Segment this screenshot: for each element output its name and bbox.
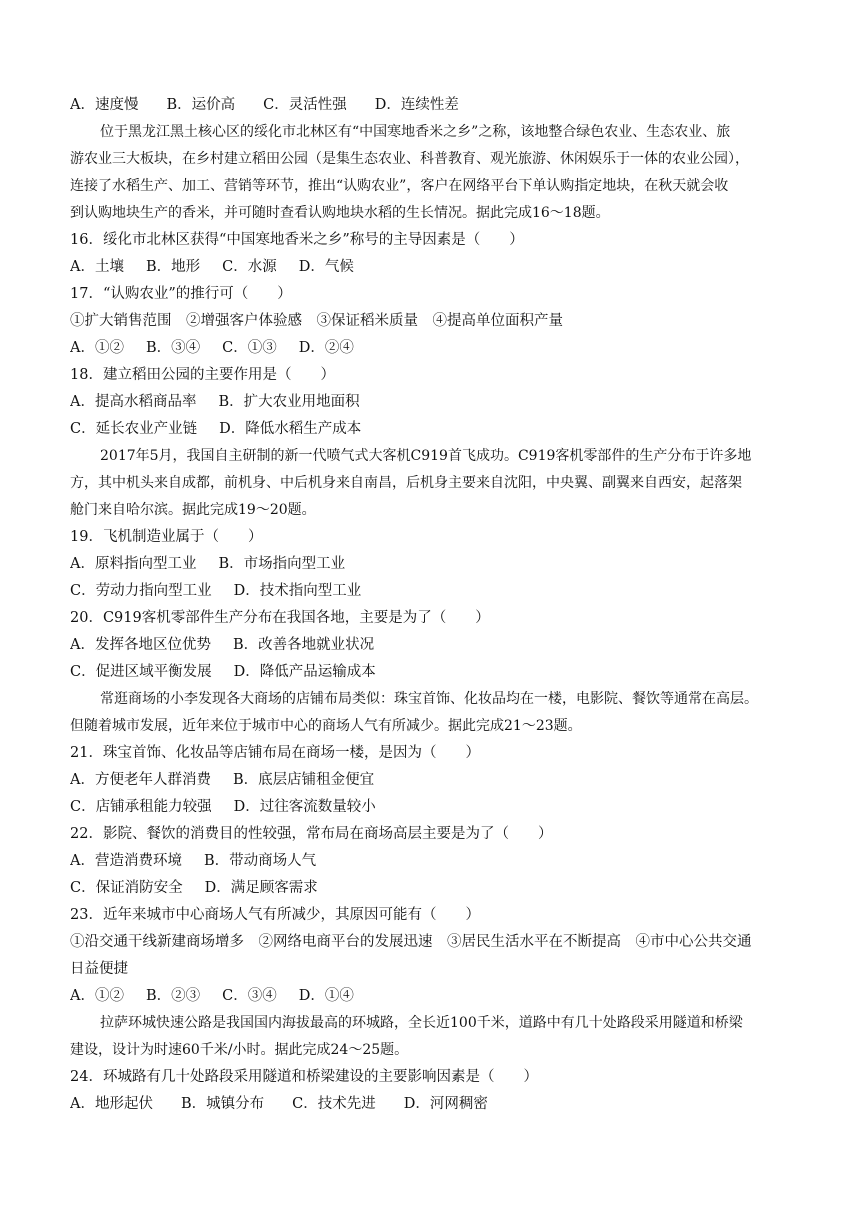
question-16: 16．绥化市北林区获得“中国寒地香米之乡”称号的主导因素是（ ） xyxy=(70,232,524,248)
option-c: C．技术先进 xyxy=(292,1096,376,1112)
question-17: 17．“认购农业”的推行可（ ） xyxy=(70,286,292,302)
q23-options xyxy=(70,983,794,1010)
q19-options-row-1 xyxy=(70,551,794,578)
option-a: A．原料指向型工业 xyxy=(70,556,197,572)
option-b: B．地形 xyxy=(145,259,201,275)
option-c: C．①③ xyxy=(222,340,277,356)
q22-options-row-1 xyxy=(70,848,794,875)
option-a: A．①② xyxy=(70,988,124,1004)
passage-1-line-2: 游农业三大板块，在乡村建立稻田公园（是集生态农业、科普教育、观光旅游、休闲娱乐于一体的农业公园）， xyxy=(70,151,749,167)
option-d: D．气候 xyxy=(298,259,354,275)
question-20: 20．C919客机零部件生产分布在我国各地，主要是为了（ ） xyxy=(70,610,490,626)
option-b: B．底层店铺租金便宜 xyxy=(232,772,375,788)
question-23: 23．近年来城市中心商场人气有所减少，其原因可能有（ ） xyxy=(70,907,480,923)
passage-1-line-4: 到认购地块生产的香米，并可随时查看认购地块水稻的生长情况。据此完成16～18题。 xyxy=(70,205,610,221)
option-b: B．扩大农业用地面积 xyxy=(218,394,360,410)
option-d: D．过往客流数量较小 xyxy=(233,799,376,815)
q23-statements-line-2: 日益便捷 xyxy=(70,961,128,977)
option-c: C．店铺承租能力较强 xyxy=(70,799,212,815)
option-d: D．河网稠密 xyxy=(403,1096,488,1112)
question-24: 24．环城路有几十处路段采用隧道和桥梁建设的主要影响因素是（ ） xyxy=(70,1069,538,1085)
option-a: A．提高水稻商品率 xyxy=(70,394,197,410)
passage-2-line-3: 舱门来自哈尔滨。据此完成19～20题。 xyxy=(70,502,316,518)
option-d: D．连续性差 xyxy=(374,97,459,113)
q20-options-row-1 xyxy=(70,632,794,659)
option-d: D．技术指向型工业 xyxy=(233,583,362,599)
passage-3-line-1: 常逛商场的小李发现各大商场的店铺布局类似：珠宝首饰、化妆品均在一楼，电影院、餐饮等通常在高层。 xyxy=(100,691,758,707)
q24-options xyxy=(70,1091,794,1118)
q21-options-row-1 xyxy=(70,767,794,794)
question-18: 18．建立稻田公园的主要作用是（ ） xyxy=(70,367,335,383)
passage-1-line-1: 位于黑龙江黑土核心区的绥化市北林区有“中国寒地香米之乡”之称，该地整合绿色农业、生态农业、旅 xyxy=(100,124,731,140)
option-a: A．方便老年人群消费 xyxy=(70,772,211,788)
option-a: A．地形起伏 xyxy=(70,1096,153,1112)
q20-options-row-2 xyxy=(70,659,794,686)
passage-4-line-1: 拉萨环城快速公路是我国国内海拔最高的环城路，全长近100千米，道路中有几十处路段采用隧道和桥梁 xyxy=(100,1015,743,1031)
q23-statements-line-1: ①沿交通干线新建商场增多 ②网络电商平台的发展迅速 ③居民生活水平在不断提高 ④市中心公共交通 xyxy=(70,934,752,950)
option-d: D．降低水稻生产成本 xyxy=(219,421,362,437)
passage-1-line-3: 连接了水稻生产、加工、营销等环节，推出“认购农业”，客户在网络平台下单认购指定地块，在秋天就会收 xyxy=(70,178,729,194)
q17-statements: ①扩大销售范围 ②增强客户体验感 ③保证稻米质量 ④提高单位面积产量 xyxy=(70,313,563,329)
q15-options xyxy=(70,92,794,119)
option-a: A．速度慢 xyxy=(70,97,139,113)
q18-options-row-1 xyxy=(70,389,794,416)
q22-options-row-2 xyxy=(70,875,794,902)
option-b: B．③④ xyxy=(145,340,201,356)
passage-2-line-1: 2017年5月，我国自主研制的新一代喷气式大客机C919首飞成功。C919客机零部件的生产分布于许多地 xyxy=(100,448,752,464)
option-a: A．营造消费环境 xyxy=(70,853,182,869)
option-c: C．③④ xyxy=(222,988,277,1004)
exam-page xyxy=(70,92,794,1118)
option-a: A．①② xyxy=(70,340,124,356)
option-b: B．改善各地就业状况 xyxy=(232,637,375,653)
q16-options xyxy=(70,254,794,281)
option-c: C．保证消防安全 xyxy=(70,880,183,896)
option-c: C．延长农业产业链 xyxy=(70,421,198,437)
option-d: D．降低产品运输成本 xyxy=(233,664,376,680)
passage-4-line-2: 建设，设计为时速60千米/小时。据此完成24～25题。 xyxy=(70,1042,409,1058)
option-c: C．灵活性强 xyxy=(263,97,347,113)
option-d: D．满足顾客需求 xyxy=(204,880,318,896)
option-a: A．土壤 xyxy=(70,259,124,275)
option-b: B．②③ xyxy=(145,988,201,1004)
option-b: B．市场指向型工业 xyxy=(218,556,346,572)
q18-options-row-2 xyxy=(70,416,794,443)
option-b: B．运价高 xyxy=(166,97,236,113)
option-a: A．发挥各地区位优势 xyxy=(70,637,211,653)
question-22: 22．影院、餐饮的消费目的性较强，常布局在商场高层主要是为了（ ） xyxy=(70,826,553,842)
question-21: 21．珠宝首饰、化妆品等店铺布局在商场一楼，是因为（ ） xyxy=(70,745,480,761)
q21-options-row-2 xyxy=(70,794,794,821)
option-d: D．①④ xyxy=(298,988,354,1004)
option-c: C．劳动力指向型工业 xyxy=(70,583,212,599)
passage-2-line-2: 方，其中机头来自成都，前机身、中后机身来自南昌，后机身主要来自沈阳，中央翼、副翼来自西安，起落架 xyxy=(70,475,742,491)
q17-options xyxy=(70,335,794,362)
option-c: C．水源 xyxy=(222,259,277,275)
option-c: C．促进区域平衡发展 xyxy=(70,664,212,680)
option-b: B．城镇分布 xyxy=(180,1096,265,1112)
question-19: 19．飞机制造业属于（ ） xyxy=(70,529,263,545)
passage-3-line-2: 但随着城市发展，近年来位于城市中心的商场人气有所减少。据此完成21～23题。 xyxy=(70,718,582,734)
q19-options-row-2 xyxy=(70,578,794,605)
option-d: D．②④ xyxy=(298,340,354,356)
option-b: B．带动商场人气 xyxy=(203,853,317,869)
